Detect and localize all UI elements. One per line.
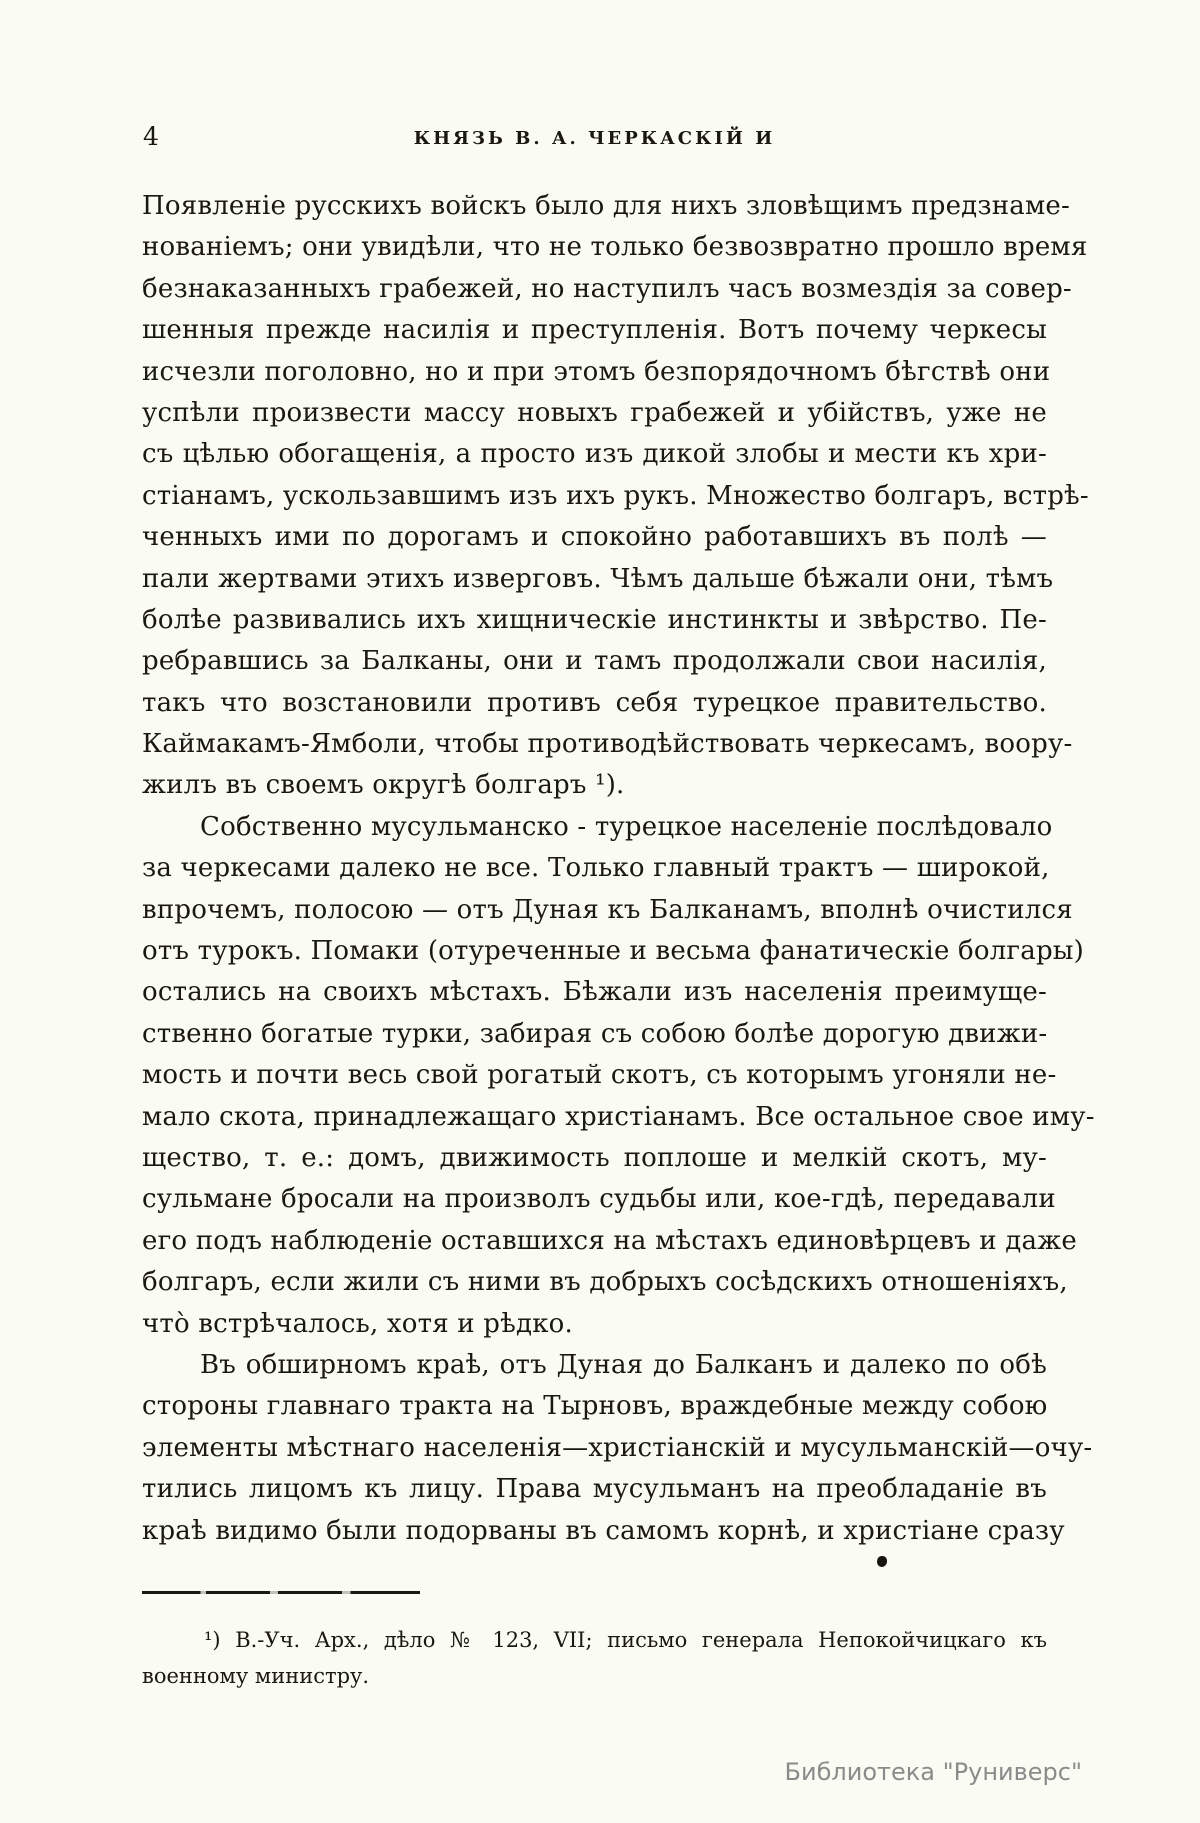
text-line: ребравшись за Балканы, они и тамъ продолжали свои насилія, xyxy=(142,646,1047,677)
text-line: нованіемъ; они увидѣли, что не только безвозвратно прошло время xyxy=(142,232,1088,263)
ink-dot-artifact xyxy=(877,1556,887,1567)
text-line: краѣ видимо были подорваны въ самомъ корнѣ, и христіане сразу xyxy=(142,1515,1065,1546)
running-header: КНЯЗЬ В. А. ЧЕРКАСКІЙ И xyxy=(413,128,776,149)
text-line: шенныя прежде насилія и преступленія. Вотъ почему черкесы xyxy=(142,315,1047,346)
paragraph-2 xyxy=(142,807,1095,1345)
text-line: его подъ наблюденіе оставшихся на мѣстахъ единовѣрцевъ и даже xyxy=(142,1225,1077,1256)
text-line: болгаръ, если жили съ ними въ добрыхъ сосѣдскихъ отношеніяхъ, xyxy=(142,1267,1068,1298)
footnote-line: ¹) В.-Уч. Арх., дѣло № 123, VII; письмо генерала Непокойчицкаго къ xyxy=(204,1628,1047,1652)
text-line: исчезли поголовно, но и при этомъ безпорядочномъ бѣгствѣ они xyxy=(142,356,1051,387)
text-line: мость и почти весь свой рогатый скотъ, съ которымъ угоняли не- xyxy=(142,1060,1057,1091)
footnote xyxy=(142,1622,1047,1694)
text-line: жилъ въ своемъ округѣ болгаръ ¹). xyxy=(142,770,625,801)
text-line: сульмане бросали на произволъ судьбы или, кое-гдѣ, передавали xyxy=(142,1184,1056,1215)
text-line: впрочемъ, полосою — отъ Дуная къ Балканамъ, вполнѣ очистился xyxy=(142,894,1073,925)
paragraph-3 xyxy=(142,1345,1093,1552)
text-line: Каймакамъ-Ямболи, чтобы противодѣйствовать черкесамъ, воору- xyxy=(142,729,1073,760)
text-line: за черкесами далеко не все. Только главный трактъ — широкой, xyxy=(142,853,1050,884)
text-block xyxy=(142,186,1095,1552)
text-line: чтò встрѣчалось, хотя и рѣдко. xyxy=(142,1308,573,1339)
text-line: отъ турокъ. Помаки (отуреченные и весьма фанатическіе болгары) xyxy=(142,936,1085,967)
text-line: мало скота, принадлежащаго христіанамъ. Все остальное свое иму- xyxy=(142,1101,1095,1132)
page-number: 4 xyxy=(143,122,159,151)
text-line: элементы мѣстнаго населенія—христіанскій и мусульманскій—очу- xyxy=(142,1432,1093,1463)
text-line: Появленіе русскихъ войскъ было для нихъ зловѣщимъ предзнаме- xyxy=(142,191,1070,221)
text-line: Въ обширномъ краѣ, отъ Дуная до Балканъ и далеко по обѣ xyxy=(200,1349,1047,1380)
footnote-line: военному министру. xyxy=(142,1664,370,1688)
text-line: пали жертвами этихъ изверговъ. Чѣмъ дальше бѣжали они, тѣмъ xyxy=(142,563,1054,594)
text-line: съ цѣлью обогащенія, а просто изъ дикой злобы и мести къ хри- xyxy=(142,439,1047,470)
paragraph-1 xyxy=(142,186,1089,807)
text-line: ченныхъ ими по дорогамъ и спокойно работавшихъ въ полѣ — xyxy=(142,522,1047,553)
text-line: успѣли произвести массу новыхъ грабежей и убійствъ, уже не xyxy=(142,397,1047,428)
text-line: безнаказанныхъ грабежей, но наступилъ часъ возмездія за совер- xyxy=(142,273,1072,304)
library-watermark: Библиотека "Руниверс" xyxy=(784,1758,1082,1786)
text-line: ственно богатые турки, забирая съ собою болѣе дорогую движи- xyxy=(142,1018,1048,1049)
text-line: болѣе развивались ихъ хищническіе инстинкты и звѣрство. Пе- xyxy=(142,604,1047,635)
text-line: стіанамъ, ускользавшимъ изъ ихъ рукъ. Множество болгаръ, встрѣ- xyxy=(142,480,1089,511)
text-line: стороны главнаго тракта на Тырновъ, враждебные между собою xyxy=(142,1391,1048,1422)
text-line: такъ что возстановили противъ себя турецкое правительство. xyxy=(142,687,1047,718)
text-line: щество, т. е.: домъ, движимость поплоше и мелкій скотъ, му- xyxy=(142,1142,1047,1173)
text-line: тились лицомъ къ лицу. Права мусульманъ на преобладаніе въ xyxy=(142,1474,1047,1505)
text-line: Собственно мусульманско - турецкое населеніе послѣдовало xyxy=(200,811,1053,842)
footnote-separator-rule xyxy=(142,1591,420,1594)
text-line: остались на своихъ мѣстахъ. Бѣжали изъ населенія преимуще- xyxy=(142,977,1047,1008)
